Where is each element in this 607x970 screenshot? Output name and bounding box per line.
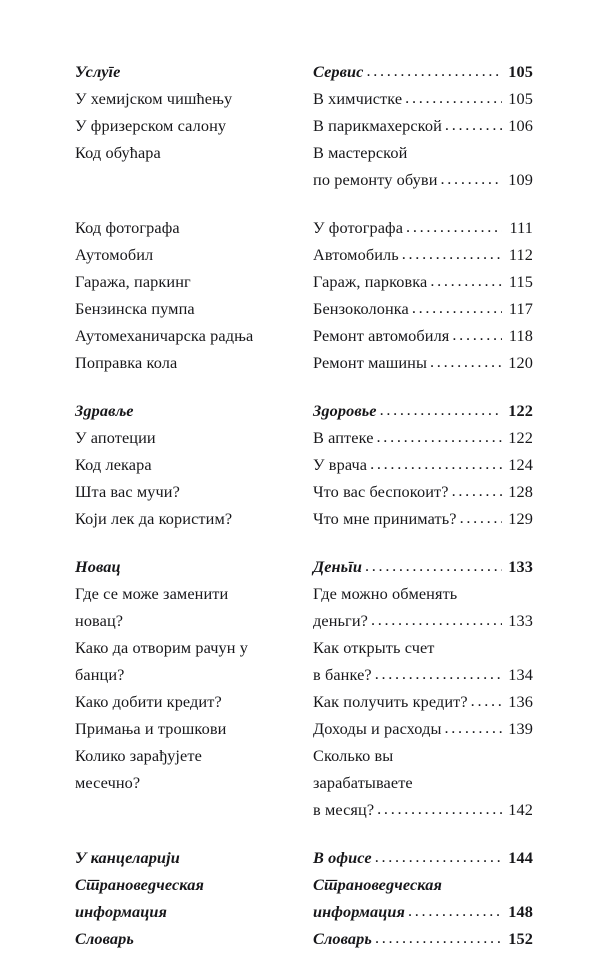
- toc-entry-title-russian: [313, 715, 533, 742]
- toc-title-line: Услуге: [75, 62, 121, 81]
- toc-entry-title-serbian: [75, 85, 313, 112]
- toc-title-line: Словарь: [75, 929, 134, 948]
- page-number: 148: [508, 902, 533, 921]
- page-number: 118: [508, 326, 533, 345]
- toc-entry[interactable]: [75, 322, 533, 349]
- toc-entry-title-serbian: [75, 295, 313, 322]
- toc-title-line: У фризерском салону: [75, 116, 227, 135]
- toc-entry-title-russian: [313, 925, 533, 952]
- page-number: 122: [508, 428, 533, 447]
- toc-entry-title-russian: [313, 295, 533, 322]
- toc-entry-title-serbian: [75, 505, 313, 532]
- toc-entry-list: [75, 58, 533, 952]
- toc-group: [75, 397, 533, 532]
- toc-entry-title-russian: [313, 85, 533, 112]
- dot-leader: [370, 450, 502, 477]
- toc-title-line: Как получить кредит?: [313, 692, 468, 711]
- toc-title-line: Что вас беспокоит?: [313, 482, 449, 501]
- toc-leader-line: [313, 139, 533, 166]
- toc-entry-title-russian: [313, 139, 533, 193]
- toc-title-line: Новац: [75, 557, 121, 576]
- toc-title-line: банци?: [75, 665, 125, 684]
- toc-section-header[interactable]: [75, 925, 533, 952]
- toc-entry-title-russian: [313, 451, 533, 478]
- toc-leader-line: [313, 580, 533, 607]
- page-number: 128: [508, 482, 533, 501]
- toc-entry-title-russian: [313, 322, 533, 349]
- toc-leader-line: [313, 844, 533, 871]
- toc-leader-line: [313, 451, 533, 478]
- page-number: 112: [508, 245, 533, 264]
- toc-entry[interactable]: [75, 742, 533, 823]
- toc-entry-title-russian: [313, 112, 533, 139]
- toc-entry-title-russian: [313, 580, 533, 634]
- toc-entry-title-russian: [313, 241, 533, 268]
- toc-entry-title-serbian: [75, 112, 313, 139]
- page-number: 115: [508, 272, 533, 291]
- toc-entry[interactable]: [75, 214, 533, 241]
- toc-entry-title-russian: [313, 688, 533, 715]
- dot-leader: [406, 213, 502, 240]
- toc-title-line: Доходы и расходы: [313, 719, 442, 738]
- toc-title-line: Гаража, паркинг: [75, 272, 191, 291]
- toc-title-line: в банке?: [313, 665, 372, 684]
- toc-title-line: месечно?: [75, 773, 141, 792]
- page-number: 122: [508, 401, 533, 420]
- toc-section-header[interactable]: [75, 871, 533, 925]
- toc-entry[interactable]: [75, 688, 533, 715]
- toc-title-line: Ремонт машины: [313, 353, 428, 372]
- toc-leader-line: [313, 634, 533, 661]
- toc-title-line: деньги?: [313, 611, 368, 630]
- page-number: 129: [508, 509, 533, 528]
- toc-entry[interactable]: [75, 241, 533, 268]
- page-number: 111: [509, 218, 533, 237]
- toc-entry-title-russian: [313, 871, 533, 925]
- toc-leader-line: [313, 607, 533, 634]
- toc-title-line: информация: [75, 902, 168, 921]
- dot-leader: [412, 294, 502, 321]
- toc-entry-title-russian: [313, 505, 533, 532]
- toc-leader-line: [313, 925, 533, 952]
- toc-entry[interactable]: [75, 580, 533, 634]
- toc-leader-line: [313, 871, 533, 898]
- page-number: 117: [508, 299, 533, 318]
- toc-title-line: Код лекара: [75, 455, 152, 474]
- toc-entry-title-serbian: [75, 844, 313, 871]
- toc-title-line: Бензинска пумпа: [75, 299, 195, 318]
- toc-leader-line: [313, 268, 533, 295]
- toc-leader-line: [313, 769, 533, 796]
- toc-entry-title-serbian: [75, 424, 313, 451]
- toc-entry-title-serbian: [75, 688, 313, 715]
- dot-leader: [445, 111, 502, 138]
- toc-title-line: У хемијском чишћењу: [75, 89, 233, 108]
- toc-entry[interactable]: [75, 715, 533, 742]
- toc-title-line: Ремонт автомобиля: [313, 326, 450, 345]
- toc-title-line: по ремонту обуви: [313, 170, 438, 189]
- toc-title-line: Примања и трошкови: [75, 719, 227, 738]
- dot-leader: [367, 57, 503, 84]
- toc-title-line: Шта вас мучи?: [75, 482, 180, 501]
- dot-leader: [371, 606, 502, 633]
- page-number: 124: [508, 455, 533, 474]
- dot-leader: [375, 924, 502, 951]
- dot-leader: [380, 396, 502, 423]
- toc-entry-title-serbian: [75, 715, 313, 742]
- toc-title-line: Страноведческая: [75, 875, 204, 894]
- toc-leader-line: [313, 349, 533, 376]
- toc-title-line: зарабатываете: [313, 773, 413, 792]
- dot-leader: [460, 504, 502, 531]
- dot-leader: [471, 687, 502, 714]
- toc-leader-line: [313, 505, 533, 532]
- dot-leader: [377, 795, 502, 822]
- dot-leader: [375, 660, 502, 687]
- toc-leader-line: [313, 85, 533, 112]
- toc-title-line: В мастерской: [313, 143, 408, 162]
- toc-entry[interactable]: [75, 349, 533, 376]
- toc-group: [75, 214, 533, 376]
- toc-title-line: в месяц?: [313, 800, 375, 819]
- toc-entry[interactable]: [75, 295, 533, 322]
- toc-entry-title-serbian: [75, 742, 313, 796]
- toc-title-line: Код обућара: [75, 143, 161, 162]
- toc-entry-title-serbian: [75, 925, 313, 952]
- page-number: 120: [508, 353, 533, 372]
- toc-entry-title-serbian: [75, 58, 313, 85]
- toc-entry-title-russian: [313, 397, 533, 424]
- toc-entry-title-serbian: [75, 580, 313, 634]
- toc-title-line: Како да отворим рачун у: [75, 638, 248, 657]
- dot-leader: [445, 714, 502, 741]
- toc-leader-line: [313, 214, 533, 241]
- toc-title-line: Гараж, парковка: [313, 272, 428, 291]
- toc-entry[interactable]: [75, 634, 533, 688]
- toc-group: [75, 844, 533, 952]
- toc-title-line: Колико зарађујете: [75, 746, 202, 765]
- toc-title-line: В химчистке: [313, 89, 403, 108]
- toc-title-line: Сколько вы: [313, 746, 394, 765]
- toc-title-line: Страноведческая: [313, 875, 442, 894]
- toc-entry-title-russian: [313, 349, 533, 376]
- dot-leader: [452, 477, 502, 504]
- dot-leader: [402, 240, 502, 267]
- toc-leader-line: [313, 661, 533, 688]
- toc-entry-title-serbian: [75, 478, 313, 505]
- toc-title-line: Који лек да користим?: [75, 509, 233, 528]
- toc-title-line: У апотеции: [75, 428, 156, 447]
- page-number: 133: [508, 611, 533, 630]
- toc-entry-title-russian: [313, 268, 533, 295]
- toc-entry[interactable]: [75, 424, 533, 451]
- toc-title-line: Как открыть счет: [313, 638, 435, 657]
- toc-leader-line: [313, 322, 533, 349]
- toc-group: [75, 58, 533, 193]
- toc-title-line: Поправка кола: [75, 353, 178, 372]
- toc-entry-title-serbian: [75, 397, 313, 424]
- toc-title-line: У фотографа: [313, 218, 404, 237]
- page-number: 105: [508, 89, 533, 108]
- toc-leader-line: [313, 478, 533, 505]
- toc-entry[interactable]: [75, 139, 533, 193]
- toc-title-line: новац?: [75, 611, 124, 630]
- dot-leader: [405, 84, 502, 111]
- dot-leader: [452, 321, 502, 348]
- toc-leader-line: [313, 715, 533, 742]
- toc-entry-title-serbian: [75, 451, 313, 478]
- toc-title-line: Аутомобил: [75, 245, 154, 264]
- toc-entry-title-russian: [313, 424, 533, 451]
- toc-entry-title-russian: [313, 844, 533, 871]
- toc-leader-line: [313, 688, 533, 715]
- toc-title-line: Где се може заменити: [75, 584, 229, 603]
- toc-entry-title-serbian: [75, 871, 313, 925]
- toc-entry[interactable]: [75, 85, 533, 112]
- toc-leader-line: [313, 166, 533, 193]
- toc-entry-title-russian: [313, 214, 533, 241]
- page-number: 105: [508, 62, 533, 81]
- toc-title-line: информация: [313, 902, 406, 921]
- toc-title-line: Здоровье: [313, 401, 377, 420]
- toc-entry-title-serbian: [75, 634, 313, 688]
- toc-entry-title-serbian: [75, 268, 313, 295]
- toc-entry[interactable]: [75, 505, 533, 532]
- toc-entry-title-serbian: [75, 139, 313, 166]
- page-number: 106: [508, 116, 533, 135]
- toc-leader-line: [313, 295, 533, 322]
- toc-entry[interactable]: [75, 112, 533, 139]
- toc-entry[interactable]: [75, 268, 533, 295]
- toc-title-line: Что мне принимать?: [313, 509, 457, 528]
- toc-entry-title-russian: [313, 634, 533, 688]
- toc-leader-line: [313, 112, 533, 139]
- toc-title-line: Сервис: [313, 62, 364, 81]
- toc-entry[interactable]: [75, 451, 533, 478]
- page-number: 109: [508, 170, 533, 189]
- page-number: 142: [508, 800, 533, 819]
- toc-section-header[interactable]: [75, 553, 533, 580]
- dot-leader: [377, 423, 502, 450]
- toc-title-line: Здравље: [75, 401, 134, 420]
- toc-entry-title-russian: [313, 742, 533, 823]
- dot-leader: [430, 348, 502, 375]
- dot-leader: [375, 843, 502, 870]
- page-number: 139: [508, 719, 533, 738]
- toc-title-line: Бензоколонка: [313, 299, 409, 318]
- toc-title-line: Како добити кредит?: [75, 692, 222, 711]
- toc-entry-title-serbian: [75, 553, 313, 580]
- toc-leader-line: [313, 796, 533, 823]
- toc-entry[interactable]: [75, 478, 533, 505]
- toc-group: [75, 553, 533, 823]
- toc-title-line: Словарь: [313, 929, 372, 948]
- dot-leader: [408, 897, 502, 924]
- toc-leader-line: [313, 58, 533, 85]
- toc-entry-title-serbian: [75, 241, 313, 268]
- toc-leader-line: [313, 898, 533, 925]
- toc-section-header[interactable]: [75, 844, 533, 871]
- toc-title-line: В офисе: [313, 848, 372, 867]
- toc-title-line: Деньги: [313, 557, 363, 576]
- toc-title-line: В парикмахерской: [313, 116, 442, 135]
- toc-title-line: У канцеларији: [75, 848, 180, 867]
- dot-leader: [430, 267, 502, 294]
- toc-title-line: Автомобиль: [313, 245, 399, 264]
- toc-leader-line: [313, 742, 533, 769]
- toc-entry-title-russian: [313, 553, 533, 580]
- toc-title-line: Аутомеханичарска радња: [75, 326, 254, 345]
- toc-title-line: Код фотографа: [75, 218, 180, 237]
- toc-section-header[interactable]: [75, 58, 533, 85]
- page-number: 136: [508, 692, 533, 711]
- toc-leader-line: [313, 424, 533, 451]
- toc-entry-title-serbian: [75, 214, 313, 241]
- toc-leader-line: [313, 553, 533, 580]
- page-number: 134: [508, 665, 533, 684]
- toc-entry-title-russian: [313, 478, 533, 505]
- toc-leader-line: [313, 241, 533, 268]
- toc-entry-title-serbian: [75, 349, 313, 376]
- page-number: 144: [508, 848, 533, 867]
- toc-entry-title-serbian: [75, 322, 313, 349]
- toc-leader-line: [313, 397, 533, 424]
- page-number: 152: [508, 929, 533, 948]
- dot-leader: [441, 165, 502, 192]
- toc-title-line: Где можно обменять: [313, 584, 458, 603]
- toc-entry-title-russian: [313, 58, 533, 85]
- dot-leader: [365, 552, 502, 579]
- toc-title-line: У врача: [313, 455, 368, 474]
- toc-section-header[interactable]: [75, 397, 533, 424]
- page-number: 133: [508, 557, 533, 576]
- toc-title-line: В аптеке: [313, 428, 374, 447]
